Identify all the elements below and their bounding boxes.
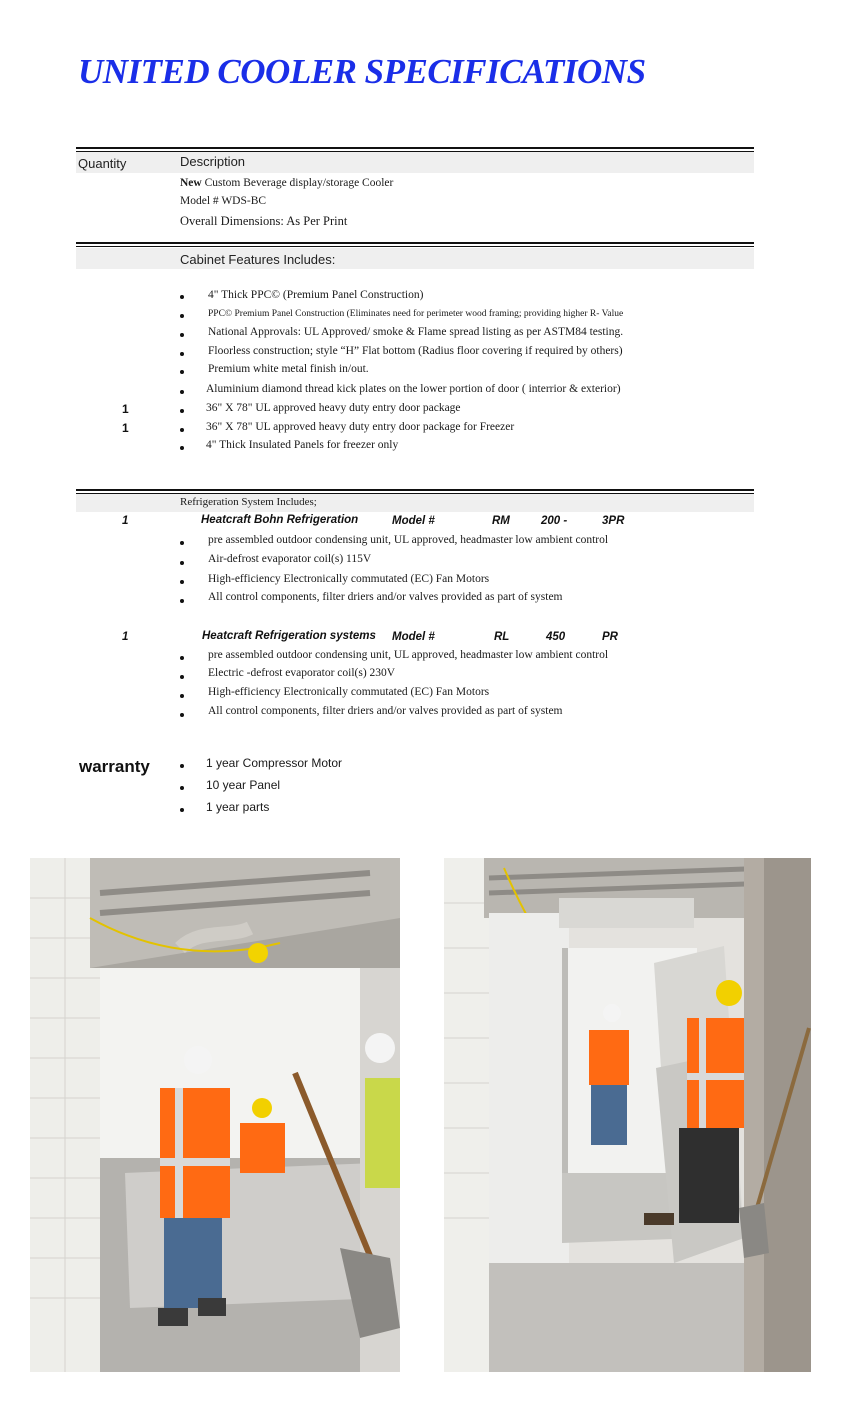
quantity-value: 1	[122, 515, 129, 527]
bullet-icon	[180, 446, 184, 450]
list-item: High-efficiency Electronically commutated (EC) Fan Motors	[208, 686, 490, 698]
bullet-icon	[180, 713, 184, 717]
quantity-value: 1	[122, 631, 129, 643]
cabinet-band	[76, 248, 754, 269]
list-item: National Approvals: UL Approved/ smoke & Flame spread listing as per ASTM84 testing.	[208, 326, 624, 338]
bullet-icon	[180, 599, 184, 603]
intro-text: Custom Beverage display/storage Cooler	[201, 177, 394, 189]
bullet-icon	[180, 390, 184, 394]
quantity-value: 1	[122, 402, 129, 416]
bullet-icon	[180, 295, 184, 299]
unit-name: Heatcraft Bohn Refrigeration	[201, 514, 359, 526]
cabinet-heading: Cabinet Features Includes:	[180, 252, 336, 267]
bullet-icon	[180, 428, 184, 432]
warranty-item: 1 year parts	[206, 800, 270, 814]
unit-name: Heatcraft Refrigeration systems	[202, 630, 376, 642]
quantity-value: 1	[122, 421, 129, 435]
bullet-icon	[180, 764, 184, 768]
divider	[76, 489, 754, 491]
bullet-icon	[180, 561, 184, 565]
list-item: PPC© Premium Panel Construction (Eliminates need for perimeter wood framing; providing higher R- Value	[208, 309, 624, 319]
bullet-icon	[180, 675, 184, 679]
divider	[76, 147, 754, 149]
intro-line	[180, 177, 393, 189]
refrigeration-heading: Refrigeration System Includes;	[180, 496, 317, 508]
bullet-icon	[180, 656, 184, 660]
warranty-label: warranty	[79, 757, 150, 776]
model-part: RM	[492, 515, 510, 527]
bullet-icon	[180, 352, 184, 356]
bullet-icon	[180, 541, 184, 545]
model-number: Model # WDS-BC	[180, 195, 267, 207]
header-band	[76, 152, 754, 173]
new-label: New	[180, 177, 202, 189]
overall-dimensions: Overall Dimensions: As Per Print	[180, 214, 348, 228]
list-item: Air-defrost evaporator coil(s) 115V	[208, 553, 372, 565]
model-label: Model #	[392, 515, 435, 527]
bullet-icon	[180, 786, 184, 790]
bullet-icon	[180, 314, 184, 318]
list-item: Floorless construction; style “H” Flat bottom (Radius floor covering if required by others)	[208, 345, 623, 357]
list-item: All control components, filter driers and/or valves provided as part of system	[208, 705, 563, 717]
model-part: RL	[494, 631, 510, 643]
installation-photo-left	[30, 858, 400, 1372]
bullet-icon	[180, 409, 184, 413]
divider	[76, 246, 754, 247]
divider	[76, 242, 754, 244]
list-item: pre assembled outdoor condensing unit, UL approved, headmaster low ambient control	[208, 649, 609, 661]
installation-photo-right	[444, 858, 811, 1372]
bullet-icon	[180, 333, 184, 337]
model-label: Model #	[392, 631, 435, 643]
list-item: All control components, filter driers and/or valves provided as part of system	[208, 591, 563, 603]
model-part: 200 -	[541, 515, 568, 527]
warranty-item: 10 year Panel	[206, 778, 281, 792]
bullet-icon	[180, 580, 184, 584]
bullet-icon	[180, 694, 184, 698]
list-item: 36" X 78" UL approved heavy duty entry door package for Freezer	[206, 421, 515, 433]
page-title: UNITED COOLER SPECIFICATIONS	[78, 52, 646, 91]
list-item: 4" Thick PPC© (Premium Panel Construction)	[208, 289, 424, 301]
quantity-header: Quantity	[78, 156, 127, 171]
model-part: 450	[546, 631, 566, 643]
model-part: 3PR	[602, 515, 625, 527]
model-part: PR	[602, 631, 618, 643]
list-item: Premium white metal finish in/out.	[208, 363, 369, 375]
list-item: pre assembled outdoor condensing unit, UL approved, headmaster low ambient control	[208, 534, 609, 546]
description-header: Description	[180, 154, 246, 169]
list-item: Electric -defrost evaporator coil(s) 230V	[208, 667, 396, 679]
refrigeration-band	[76, 494, 754, 512]
bullet-icon	[180, 808, 184, 812]
list-item: 36" X 78" UL approved heavy duty entry door package	[206, 402, 461, 414]
bullet-icon	[180, 370, 184, 374]
list-item: Aluminium diamond thread kick plates on the lower portion of door ( interrior & exterior)	[206, 383, 621, 395]
list-item: 4" Thick Insulated Panels for freezer only	[206, 439, 399, 451]
list-item: High-efficiency Electronically commutated (EC) Fan Motors	[208, 573, 490, 585]
warranty-item: 1 year Compressor Motor	[206, 756, 343, 770]
